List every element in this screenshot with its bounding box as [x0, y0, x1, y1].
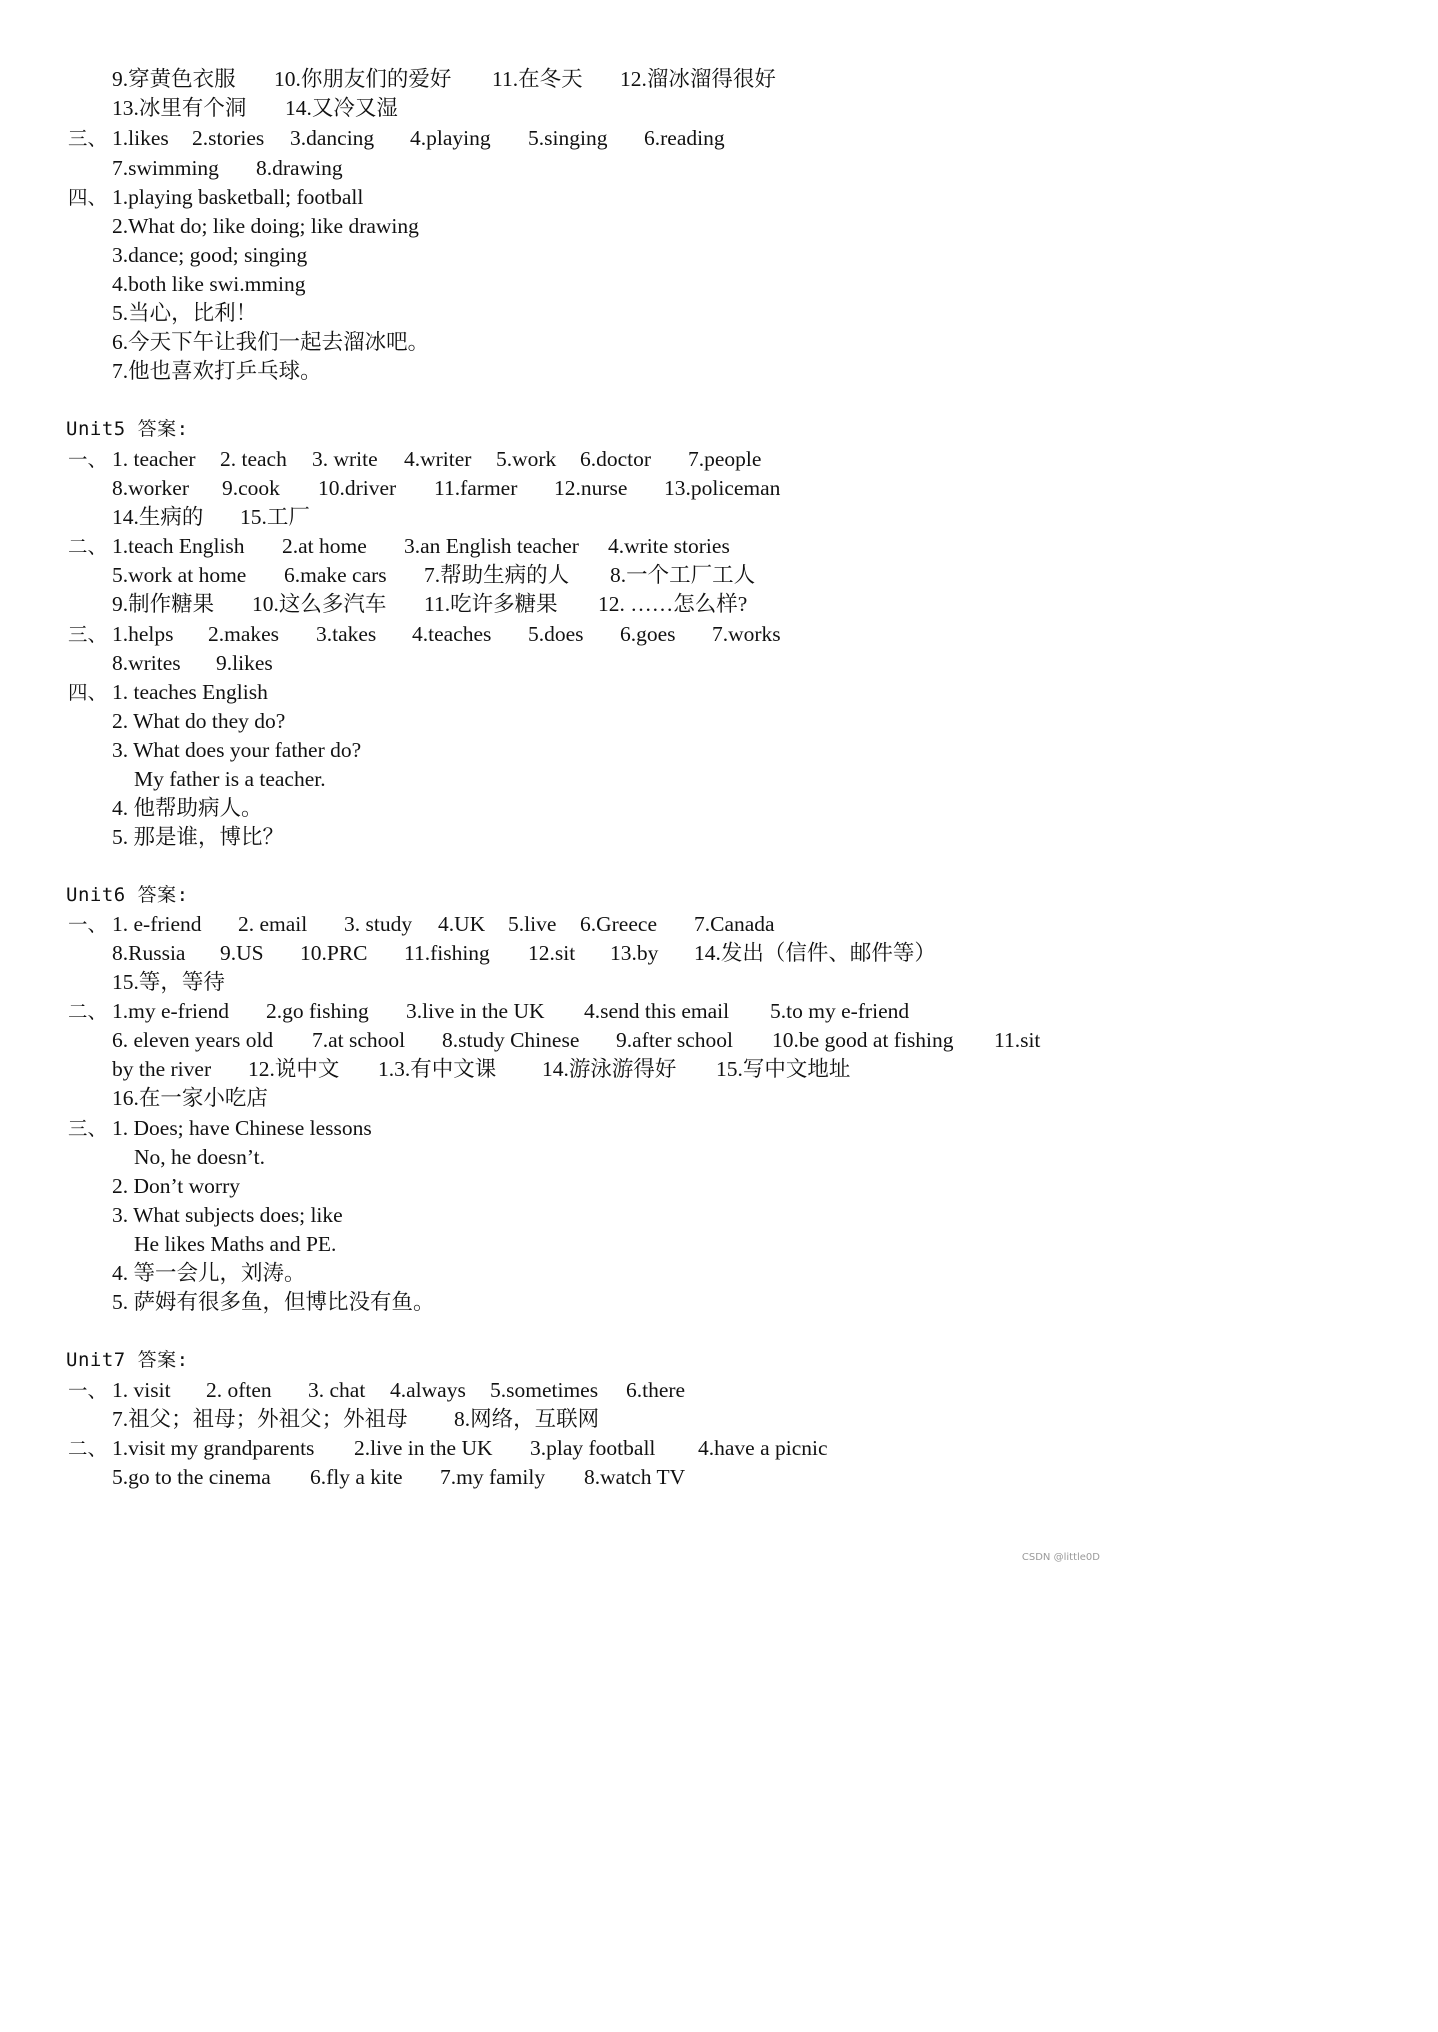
answer-item: 8.一个工厂工人	[610, 563, 756, 587]
section-number: 一、	[68, 1379, 108, 1402]
answer-item: 5.work	[496, 447, 557, 471]
answer-item: 1. teacher	[112, 447, 196, 471]
answer-item: 8.网络，互联网	[454, 1407, 600, 1431]
answer-item: 5.work at home	[112, 563, 247, 587]
answer-item: 14.又冷又湿	[285, 96, 398, 120]
u6-san-line-5	[0, 1230, 1110, 1259]
answer-item: 6.make cars	[284, 563, 387, 587]
answer-item: 3. What subjects does; like	[112, 1203, 343, 1227]
answer-item: 4.playing	[410, 126, 491, 150]
u4-si-line-2	[0, 212, 1110, 241]
answer-item: 6.there	[626, 1378, 686, 1402]
answer-item: 2. Don’t worry	[112, 1174, 240, 1198]
answer-item: 8.Russia	[112, 941, 186, 965]
answer-item: 4. 他帮助病人。	[112, 796, 263, 820]
answer-item: 6.reading	[644, 126, 725, 150]
answer-item: 5.singing	[528, 126, 608, 150]
answer-item: 6.doctor	[580, 447, 652, 471]
section-number: 二、	[68, 1000, 108, 1023]
answer-item: 9.制作糖果	[112, 592, 215, 616]
answer-item: 7.帮助生病的人	[424, 563, 570, 587]
answer-item: 10.be good at fishing	[772, 1028, 954, 1052]
u5-si-line-6	[0, 823, 1110, 852]
answer-item: 5.live	[508, 912, 557, 936]
answer-item: 5.go to the cinema	[112, 1465, 271, 1489]
u4-si-line-7	[0, 357, 1110, 386]
answer-item: 1.my e-friend	[112, 999, 230, 1023]
answer-item: 4. 等一会儿，刘涛。	[112, 1261, 306, 1285]
section-number: 二、	[68, 535, 108, 558]
u6-yi-line-3	[0, 968, 1110, 997]
answer-item: 2. teach	[220, 447, 287, 471]
answer-item: My father is a teacher.	[134, 767, 326, 791]
unit-heading: Unit5 答案:	[66, 418, 189, 440]
answer-item: 1.3.有中文课	[378, 1057, 497, 1081]
u4-si-line-5	[0, 299, 1110, 328]
section-number: 三、	[68, 1117, 108, 1140]
answer-item: 5.当心，比利！	[112, 301, 258, 325]
u6-er-line-2	[0, 1026, 1110, 1055]
u6-san-line-4	[0, 1201, 1110, 1230]
answer-item: 10.这么多汽车	[252, 592, 387, 616]
section-number: 四、	[68, 186, 108, 209]
answer-item: 1.visit my grandparents	[112, 1436, 315, 1460]
answer-item: 11.sit	[994, 1028, 1041, 1052]
answer-item: 8.watch TV	[584, 1465, 686, 1489]
answer-item: 12. ……怎么样?	[598, 592, 748, 616]
answer-item: 1. Does; have Chinese lessons	[112, 1116, 372, 1140]
answer-item: 5. 那是谁，博比？	[112, 825, 285, 849]
watermark: CSDN @little0D	[1021, 1552, 1100, 1563]
answer-item: 4.UK	[438, 912, 486, 936]
answer-item: 1.helps	[112, 622, 174, 646]
u6-yi-line-2	[0, 939, 1110, 968]
u4-si-line-3	[0, 241, 1110, 270]
answer-item: 4.both like swi.mming	[112, 272, 306, 296]
answer-item: 11.在冬天	[492, 67, 583, 91]
u5-si-line-3	[0, 736, 1110, 765]
answer-item: 12.nurse	[554, 476, 628, 500]
answer-item: 3.dance; good; singing	[112, 243, 308, 267]
answer-item: 13.冰里有个洞	[112, 96, 247, 120]
answer-item: 15.等，等待	[112, 970, 225, 994]
answer-item: 1.teach English	[112, 534, 245, 558]
answer-item: 2.What do; like doing; like drawing	[112, 214, 419, 238]
u6-er-line-4	[0, 1084, 1110, 1113]
answer-item: 15.写中文地址	[716, 1057, 851, 1081]
answer-item: 11.fishing	[404, 941, 490, 965]
answer-item: 14.生病的	[112, 505, 204, 529]
answer-item: 8.writes	[112, 651, 181, 675]
answer-item: by the river	[112, 1057, 212, 1081]
answer-item: 3. What does your father do?	[112, 738, 362, 762]
answer-item: 3. chat	[308, 1378, 366, 1402]
answer-item: 5. 萨姆有很多鱼，但博比没有鱼。	[112, 1290, 435, 1314]
answer-item: 7.my family	[440, 1465, 546, 1489]
answer-item: 5.to my e-friend	[770, 999, 910, 1023]
answer-item: 13.by	[610, 941, 659, 965]
u5-yi-line-2	[0, 474, 1110, 503]
answer-item: 4.writer	[404, 447, 472, 471]
answer-item: 10.driver	[318, 476, 397, 500]
answer-item: 2.go fishing	[266, 999, 369, 1023]
answer-item: 3. study	[344, 912, 413, 936]
answer-item: 2.at home	[282, 534, 367, 558]
answer-item: 9.likes	[216, 651, 273, 675]
answer-item: 3. write	[312, 447, 378, 471]
section-number: 一、	[68, 913, 108, 936]
answer-item: 3.play football	[530, 1436, 656, 1460]
answer-item: 9.穿黄色衣服	[112, 67, 236, 91]
answer-item: 9.US	[220, 941, 264, 965]
u4-san-line-2	[0, 154, 1110, 183]
u6-er-line-1	[0, 997, 1110, 1026]
section-number: 二、	[68, 1437, 108, 1460]
answer-item: 12.说中文	[248, 1057, 340, 1081]
answer-item: 11.farmer	[434, 476, 518, 500]
section-number: 三、	[68, 127, 108, 150]
u4-si-line-4	[0, 270, 1110, 299]
answer-item: 2.stories	[192, 126, 265, 150]
u4-er-line-13-14	[0, 94, 1110, 123]
answer-item: 12.溜冰溜得很好	[620, 67, 776, 91]
unit-heading: Unit7 答案:	[66, 1349, 189, 1371]
answer-item: 1. visit	[112, 1378, 171, 1402]
answer-item: 3.live in the UK	[406, 999, 545, 1023]
u6-er-line-3	[0, 1055, 1110, 1084]
answer-item: 12.sit	[528, 941, 576, 965]
u5-er-line-2	[0, 561, 1110, 590]
unit7-heading	[0, 1346, 1110, 1375]
u6-san-line-7	[0, 1288, 1110, 1317]
answer-item: 7.Canada	[694, 912, 775, 936]
u6-san-line-1	[0, 1114, 1110, 1143]
u5-si-line-5	[0, 794, 1110, 823]
u6-san-line-2	[0, 1143, 1110, 1172]
answer-item: 4.always	[390, 1378, 466, 1402]
u7-er-line-1	[0, 1434, 1110, 1463]
answer-item: 7.at school	[312, 1028, 406, 1052]
answer-item: 7.他也喜欢打乒乓球。	[112, 359, 322, 383]
answer-item: 9.cook	[222, 476, 280, 500]
answer-item: 8.worker	[112, 476, 190, 500]
u7-er-line-2	[0, 1463, 1110, 1492]
u6-san-line-6	[0, 1259, 1110, 1288]
answer-item: 9.after school	[616, 1028, 734, 1052]
answer-item: 7.祖父；祖母；外祖父；外祖母	[112, 1407, 408, 1431]
answer-item: 7.works	[712, 622, 781, 646]
answer-item: 1.playing basketball; football	[112, 185, 364, 209]
answer-item: 16.在一家小吃店	[112, 1086, 268, 1110]
answer-item: 11.吃许多糖果	[424, 592, 558, 616]
u4-san-line-1	[0, 124, 1110, 153]
u5-san-line-2	[0, 649, 1110, 678]
answer-item: 10.你朋友们的爱好	[274, 67, 452, 91]
answer-item: 4.write stories	[608, 534, 730, 558]
answer-item: He likes Maths and PE.	[134, 1232, 337, 1256]
unit5-heading	[0, 415, 1110, 444]
section-number: 三、	[68, 623, 108, 646]
answer-item: No, he doesn’t.	[134, 1145, 265, 1169]
answer-item: 10.PRC	[300, 941, 368, 965]
answer-item: 4.send this email	[584, 999, 730, 1023]
answer-item: 8.drawing	[256, 156, 343, 180]
answer-item: 8.study Chinese	[442, 1028, 580, 1052]
answer-item: 13.policeman	[664, 476, 781, 500]
answer-item: 4.teaches	[412, 622, 492, 646]
u4-si-line-6	[0, 328, 1110, 357]
answer-item: 6.Greece	[580, 912, 657, 936]
section-number: 一、	[68, 448, 108, 471]
answer-item: 5.does	[528, 622, 584, 646]
answer-item: 1. e-friend	[112, 912, 202, 936]
answer-item: 5.sometimes	[490, 1378, 599, 1402]
u6-san-line-3	[0, 1172, 1110, 1201]
answer-item: 6. eleven years old	[112, 1028, 274, 1052]
answer-item: 4.have a picnic	[698, 1436, 828, 1460]
answer-item: 14.游泳游得好	[542, 1057, 677, 1081]
answer-item: 2. often	[206, 1378, 272, 1402]
u4-er-line-9-12	[0, 65, 1110, 94]
u5-si-line-4	[0, 765, 1110, 794]
answer-item: 6.goes	[620, 622, 676, 646]
answer-item: 2.makes	[208, 622, 280, 646]
answer-item: 6.fly a kite	[310, 1465, 403, 1489]
u5-si-line-2	[0, 707, 1110, 736]
answer-item: 15.工厂	[240, 505, 310, 529]
answer-item: 2. What do they do?	[112, 709, 286, 733]
answer-item: 3.dancing	[290, 126, 375, 150]
unit-heading: Unit6 答案:	[66, 884, 189, 906]
u4-si-line-1	[0, 183, 1110, 212]
u7-yi-line-2	[0, 1405, 1110, 1434]
answer-item: 6.今天下午让我们一起去溜冰吧。	[112, 330, 430, 354]
u6-yi-line-1	[0, 910, 1110, 939]
answer-item: 14.发出（信件、邮件等）	[694, 941, 936, 965]
answer-item: 7.swimming	[112, 156, 219, 180]
u5-yi-line-1	[0, 445, 1110, 474]
u5-yi-line-3	[0, 503, 1110, 532]
answer-item: 2. email	[238, 912, 308, 936]
answer-item: 3.an English teacher	[404, 534, 579, 558]
unit6-heading	[0, 881, 1110, 910]
answer-item: 7.people	[688, 447, 762, 471]
answer-item: 1.likes	[112, 126, 169, 150]
answer-item: 2.live in the UK	[354, 1436, 493, 1460]
u5-er-line-3	[0, 590, 1110, 619]
u5-san-line-1	[0, 620, 1110, 649]
u7-yi-line-1	[0, 1376, 1110, 1405]
u5-si-line-1	[0, 678, 1110, 707]
u5-er-line-1	[0, 532, 1110, 561]
section-number: 四、	[68, 681, 108, 704]
answer-item: 3.takes	[316, 622, 377, 646]
answer-item: 1. teaches English	[112, 680, 268, 704]
